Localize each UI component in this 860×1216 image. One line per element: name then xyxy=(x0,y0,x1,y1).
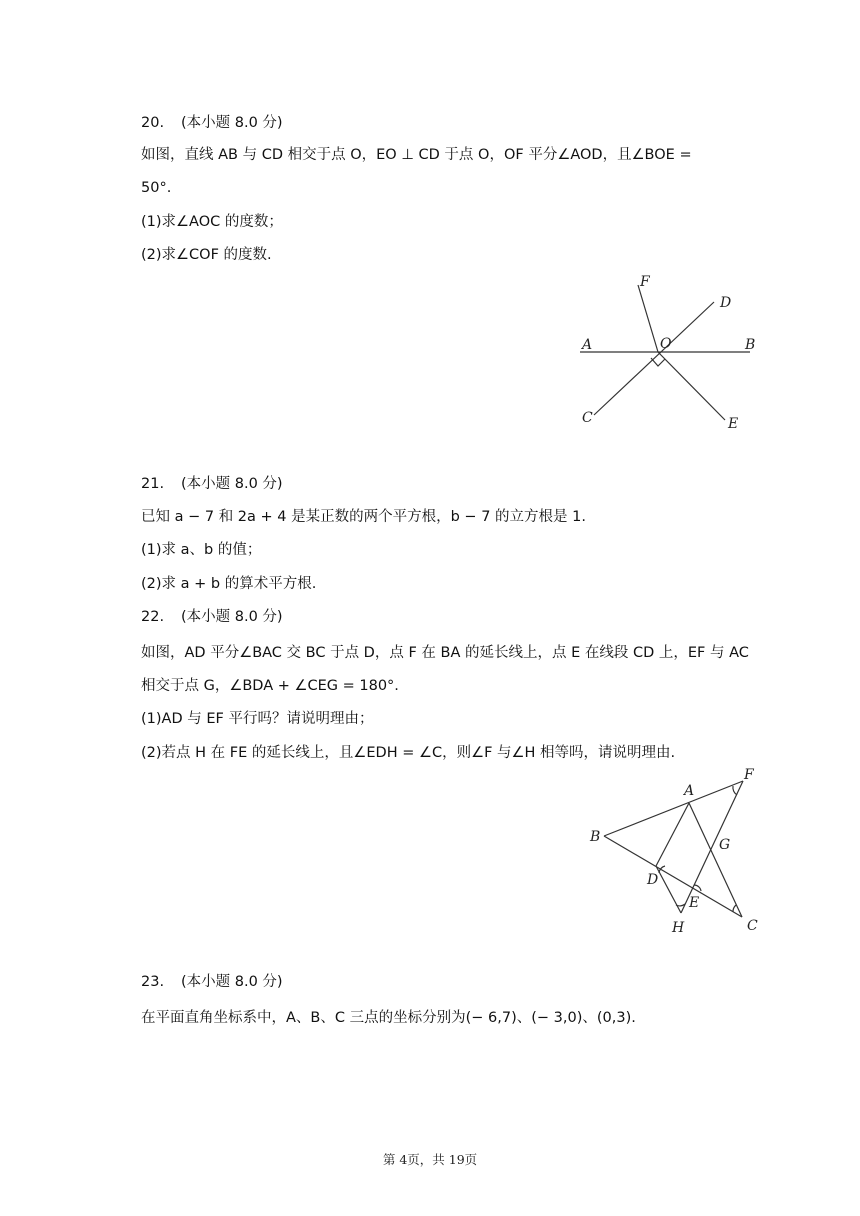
q20-stem-line1: 如图，直线 AB 与 CD 相交于点 O，EO ⊥ CD 于点 O，OF 平分∠AOD，且∠BOE = xyxy=(141,147,692,163)
q22-part2: (2)若点 H 在 FE 的延长线上，且∠EDH = ∠C，则∠F 与∠H 相等吗，请说明理由. xyxy=(141,745,676,761)
q23-number: 23. xyxy=(141,974,165,990)
label-c: C xyxy=(582,410,593,426)
q20-part1: (1)求∠AOC 的度数； xyxy=(141,214,283,230)
q22-stem-line2: 相交于点 G，∠BDA + ∠CEG = 180°. xyxy=(141,678,399,694)
angle-mark-f xyxy=(733,786,737,795)
q20-stem-line2: 50°. xyxy=(141,180,172,196)
q20-part2: (2)求∠COF 的度数. xyxy=(141,247,272,263)
page-footer: 第 4页，共 19页 xyxy=(382,1152,478,1167)
q23-score: (本小题 8.0 分) xyxy=(181,974,283,990)
q20-header xyxy=(141,113,283,133)
q22-number: 22. xyxy=(141,609,165,625)
q20-figure xyxy=(570,265,770,440)
label-o: O xyxy=(660,336,672,352)
ray-of xyxy=(638,285,658,352)
label-g: G xyxy=(719,837,731,853)
q22-score: (本小题 8.0 分) xyxy=(181,609,283,625)
segment-fh xyxy=(681,781,743,913)
label-d: D xyxy=(647,872,659,888)
q21-part2: (2)求 a + b 的算术平方根. xyxy=(141,576,317,592)
q21-stem-line1: 已知 a − 7 和 2a + 4 是某正数的两个平方根，b − 7 的立方根是 1. xyxy=(141,509,586,525)
q21-score: (本小题 8.0 分) xyxy=(181,476,283,492)
label-b: B xyxy=(590,829,601,845)
q22-stem-line1: 如图，AD 平分∠BAC 交 BC 于点 D，点 F 在 BA 的延长线上，点 E 在线段 CD 上，EF 与 AC xyxy=(141,645,749,661)
label-a: A xyxy=(684,783,695,799)
label-e: E xyxy=(689,895,700,911)
q20-number: 20. xyxy=(141,115,165,131)
label-d: D xyxy=(720,295,732,311)
label-e: E xyxy=(728,416,739,432)
angle-mark-c xyxy=(733,905,736,912)
label-h: H xyxy=(672,920,685,936)
label-f: F xyxy=(640,274,650,290)
q23-stem-line1: 在平面直角坐标系中，A、B、C 三点的坐标分别为(− 6,7)、(− 3,0)、(0,3). xyxy=(141,1010,636,1026)
q21-part1: (1)求 a、b 的值； xyxy=(141,542,262,558)
q21-header xyxy=(141,474,283,494)
q22-header xyxy=(141,607,283,627)
label-b: B xyxy=(745,337,756,353)
segment-bf xyxy=(604,781,743,836)
q21-number: 21. xyxy=(141,476,165,492)
label-f: F xyxy=(744,767,754,783)
line-cd xyxy=(594,302,714,415)
label-a: A xyxy=(582,337,593,353)
ray-oe xyxy=(658,352,725,420)
q20-score: (本小题 8.0 分) xyxy=(181,115,283,131)
q22-figure xyxy=(580,762,770,942)
segment-ad xyxy=(656,803,689,866)
q22-part1: (1)AD 与 EF 平行吗？请说明理由； xyxy=(141,711,374,727)
q23-header xyxy=(141,972,283,992)
angle-mark-h xyxy=(676,904,685,906)
label-c: C xyxy=(747,918,758,934)
